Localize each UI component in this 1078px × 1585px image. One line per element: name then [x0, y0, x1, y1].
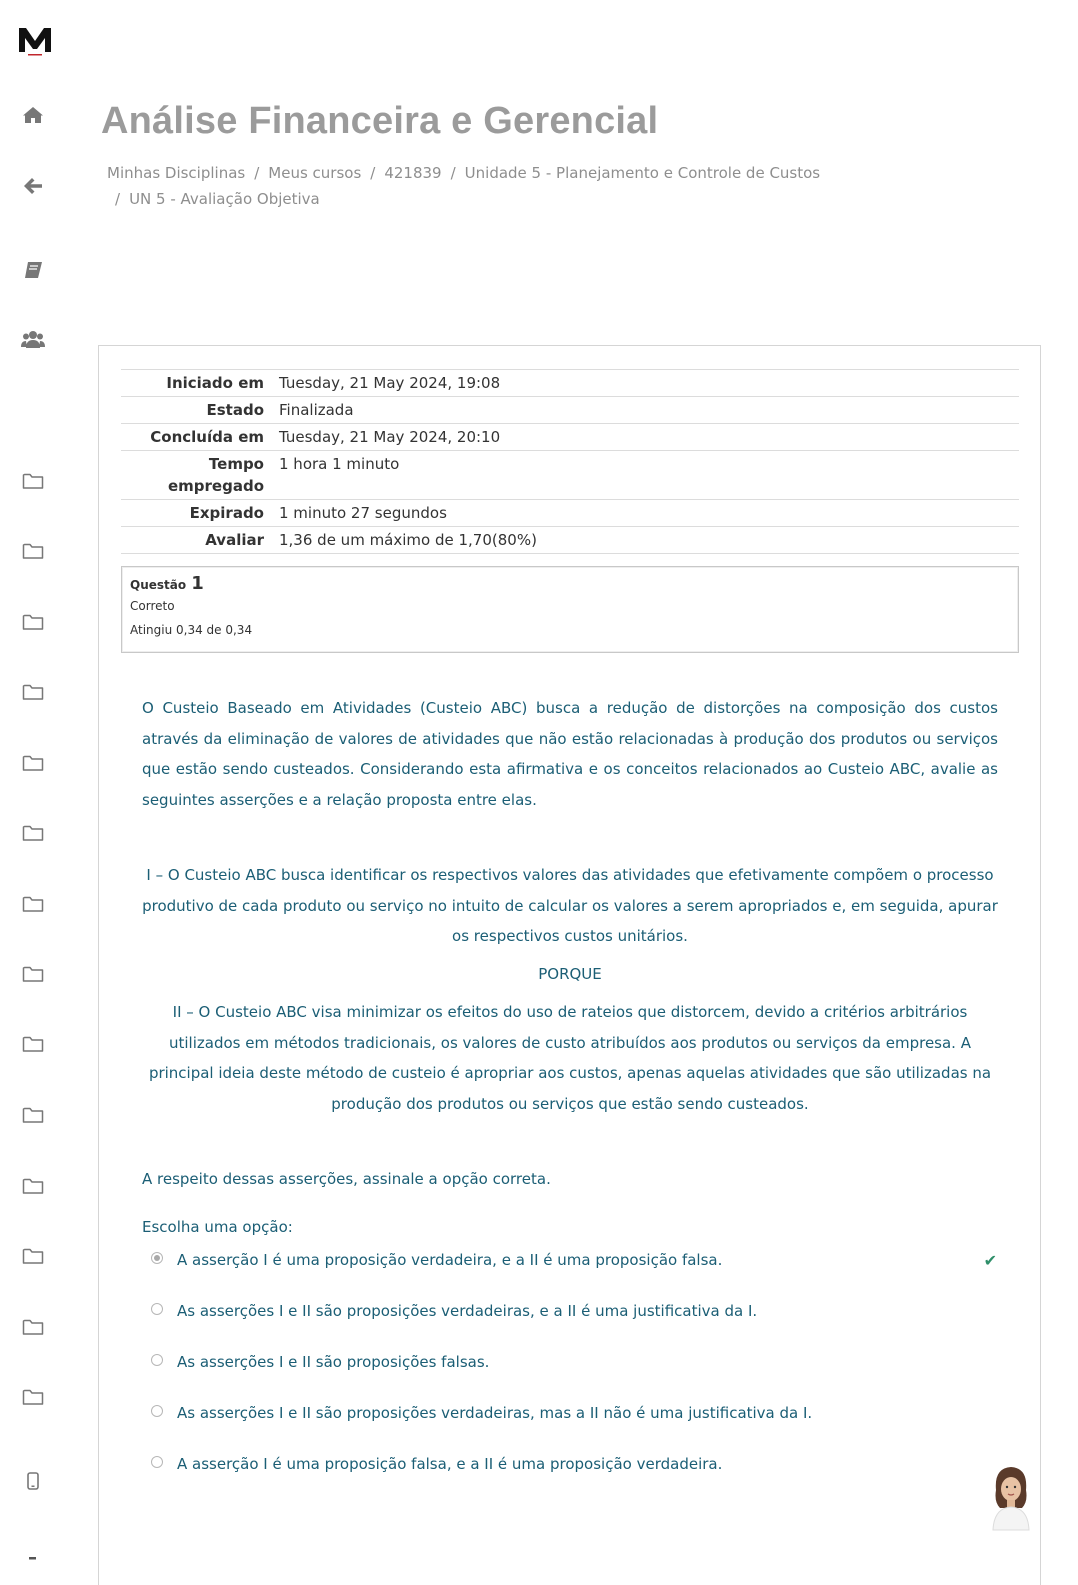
sidebar [0, 0, 68, 1572]
summary-row [121, 424, 1019, 451]
assertion-connector: PORQUE [538, 965, 602, 983]
quiz-review-panel [98, 345, 1041, 1585]
answer-option[interactable] [142, 1300, 998, 1351]
folder-icon[interactable] [20, 680, 46, 704]
radio-button[interactable] [151, 1405, 163, 1417]
summary-value: 1 minuto 27 segundos [279, 504, 447, 522]
summary-row [121, 451, 1019, 500]
folder-icon[interactable] [20, 1385, 46, 1409]
question-number: 1 [191, 573, 204, 594]
home-icon[interactable] [20, 103, 46, 127]
question-label: Questão [130, 578, 187, 592]
breadcrumb-separator: / [450, 164, 456, 182]
choose-label: Escolha uma opção: [142, 1218, 293, 1236]
summary-value: Tuesday, 21 May 2024, 20:10 [279, 428, 501, 446]
question-prompt: A respeito dessas asserções, assinale a opção correta. [142, 1170, 551, 1188]
breadcrumb-separator: / [115, 190, 121, 208]
breadcrumb-separator: / [370, 164, 376, 182]
breadcrumb [107, 160, 867, 212]
folder-icon[interactable] [20, 1315, 46, 1339]
folder-icon[interactable] [20, 1103, 46, 1127]
breadcrumb-item[interactable]: Meus cursos [268, 164, 362, 182]
summary-label: Avaliar [205, 531, 264, 549]
answer-options [142, 1249, 998, 1504]
summary-row [121, 370, 1019, 397]
folder-icon[interactable] [20, 469, 46, 493]
question-info-box [121, 566, 1019, 653]
question-intro: O Custeio Baseado em Atividades (Custeio ABC) busca a redução de distorções na composição dos custos através da eliminação de valores de atividades que não estão relacionadas à produção dos produtos ou serviços que estão sendo custeados. Considerando esta afirmativa e os conceitos relacionados ao Custeio ABC, avalie as seguintes asserções e a relação proposta entre elas. [142, 699, 998, 809]
folder-icon[interactable] [20, 610, 46, 634]
page-title: Análise Financeira e Gerencial [101, 100, 659, 142]
folder-icon[interactable] [20, 962, 46, 986]
radio-button[interactable] [151, 1252, 163, 1264]
summary-value: Finalizada [279, 401, 354, 419]
folder-icon[interactable] [20, 821, 46, 845]
answer-option-label[interactable]: As asserções I e II são proposições verdadeiras, e a II é uma justificativa da I. [177, 1302, 758, 1320]
answer-option-label[interactable]: As asserções I e II são proposições falsas. [177, 1353, 490, 1371]
answer-option-label[interactable]: A asserção I é uma proposição falsa, e a II é uma proposição verdadeira. [177, 1455, 723, 1473]
summary-row [121, 500, 1019, 527]
answer-option-label[interactable]: A asserção I é uma proposição verdadeira, e a II é uma proposição falsa. [177, 1251, 723, 1269]
summary-value: Tuesday, 21 May 2024, 19:08 [279, 374, 501, 392]
answer-option[interactable] [142, 1249, 998, 1300]
folder-icon[interactable] [20, 1244, 46, 1268]
summary-value: 1,36 de um máximo de 1,70(80%) [279, 531, 537, 549]
folder-icon[interactable] [20, 539, 46, 563]
summary-label: Iniciado em [166, 374, 264, 392]
summary-row [121, 397, 1019, 424]
radio-button[interactable] [151, 1354, 163, 1366]
breadcrumb-separator: / [254, 164, 260, 182]
assertion-one: I – O Custeio ABC busca identificar os respectivos valores das atividades que efetivamente compõem o processo produtivo de cada produto ou serviço no intuito de calcular os valores a serem apropriados e, em seguida, apurar os respectivos custos unitários. [142, 866, 998, 945]
breadcrumb-item[interactable]: 421839 [384, 164, 442, 182]
summary-value: 1 hora 1 minuto [279, 455, 400, 473]
breadcrumb-item[interactable]: UN 5 - Avaliação Objetiva [129, 190, 320, 208]
folder-icon[interactable] [20, 892, 46, 916]
summary-label: Concluída em [150, 428, 264, 446]
summary-label: Tempo empregado [167, 455, 264, 495]
folder-icon[interactable] [20, 1032, 46, 1056]
answer-option[interactable] [142, 1351, 998, 1402]
brand-logo[interactable] [18, 22, 54, 56]
back-arrow-icon[interactable] [20, 174, 46, 198]
summary-row [121, 527, 1019, 554]
menu-dash-icon[interactable] [20, 1546, 46, 1570]
radio-button[interactable] [151, 1303, 163, 1315]
assertion-two: II – O Custeio ABC visa minimizar os efeitos do uso de rateios que distorcem, devido a critérios arbitrários utilizados em métodos tradicionais, os valores de custo atribuídos aos produtos ou serviços da empresa. A principal ideia deste método de custeio é apropriar aos custos, apenas aquelas atividades que são utilizadas na produção dos produtos ou serviços que estão sendo custeados. [148, 1003, 992, 1113]
question-grade: Atingiu 0,34 de 0,34 [130, 623, 253, 637]
users-icon[interactable] [20, 327, 46, 351]
answer-option[interactable] [142, 1402, 998, 1453]
folder-icon[interactable] [20, 1174, 46, 1198]
correct-check-icon: ✔ [983, 1251, 997, 1270]
radio-button[interactable] [151, 1456, 163, 1468]
mobile-icon[interactable] [20, 1469, 46, 1493]
breadcrumb-item[interactable]: Minhas Disciplinas [107, 164, 246, 182]
summary-label: Estado [206, 401, 264, 419]
book-icon[interactable] [20, 258, 46, 282]
summary-label: Expirado [189, 504, 264, 522]
assistant-avatar[interactable] [988, 1462, 1034, 1532]
question-status: Correto [130, 599, 175, 613]
attempt-summary-table [121, 369, 1019, 554]
answer-option[interactable] [142, 1453, 998, 1504]
answer-option-label[interactable]: As asserções I e II são proposições verdadeiras, mas a II não é uma justificativa da I. [177, 1404, 813, 1422]
breadcrumb-item[interactable]: Unidade 5 - Planejamento e Controle de Custos [464, 164, 821, 182]
folder-icon[interactable] [20, 751, 46, 775]
